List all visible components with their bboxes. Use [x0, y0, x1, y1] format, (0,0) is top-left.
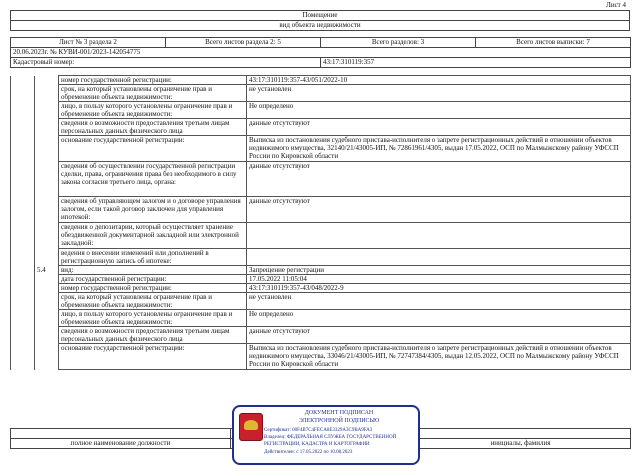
margin-cell [11, 275, 35, 284]
field-value: данные отсутствуют [247, 119, 631, 136]
margin-cell [11, 76, 35, 85]
cadastral-number-label: Кадастровый номер: [11, 58, 321, 68]
record-row [11, 223, 631, 249]
margin-cell [11, 223, 35, 249]
field-label: основание государственной регистрации: [59, 344, 247, 370]
field-label: вид: [59, 266, 247, 275]
record-row [11, 266, 631, 275]
field-label: сведения о возможности предоставления третьим лицам персональных данных физического лица [59, 327, 247, 344]
record-row [11, 136, 631, 162]
field-value: не установлен [247, 85, 631, 102]
field-label: сведения о возможности предоставления третьим лицам персональных данных физического лица [59, 119, 247, 136]
field-label: основание государственной регистрации: [59, 136, 247, 162]
date-and-number: 20.06.2023г. № КУВИ-001/2023-142054775 [11, 48, 631, 58]
margin-cell [11, 266, 35, 275]
field-label: лицо, в пользу которого установлены ограничение прав и обременение объекта недвижимости: [59, 310, 247, 327]
name-caption: инициалы, фамилия [411, 439, 631, 449]
record-row [11, 327, 631, 344]
stamp-owner-line2: РЕГИСТРАЦИИ, КАДАСТРА И КАРТОГРАФИИ [264, 442, 370, 447]
field-value: Не определено [247, 310, 631, 327]
stamp-certificate: Сертификат: 00F4B7C4FECA8E3329A3C9BA9FA3 [264, 428, 373, 433]
margin-cell [11, 197, 35, 223]
number-cell [35, 310, 59, 327]
record-row [11, 162, 631, 197]
field-value: Запрещение регистрации [247, 266, 631, 275]
field-value: Выписка из постановления судебного пристава-исполнителя о запрете регистрационных действий в отношении объектов недвижимого имущества, 33046/21/43005-ИП, № 72747384/4305, выдан 12.05.2022, ОСП по Малмыжскому району УФССП России по Кировской области [247, 344, 631, 370]
number-cell [35, 102, 59, 119]
record-row [11, 76, 631, 85]
stamp-validity: Действителен: с 17.05.2022 по 10.08.2023 [264, 450, 353, 455]
number-cell [35, 293, 59, 310]
field-value [247, 249, 631, 266]
margin-cell [11, 310, 35, 327]
sections-total: Всего разделов: 3 [321, 38, 476, 48]
coat-of-arms-icon [239, 413, 263, 441]
record-row [11, 85, 631, 102]
cadastral-number-value: 43:17:310119:357 [321, 58, 631, 68]
number-cell [35, 197, 59, 223]
encumbrance-table [10, 75, 631, 370]
number-cell [35, 327, 59, 344]
margin-cell [11, 327, 35, 344]
field-value: Не определено [247, 102, 631, 119]
record-row [11, 293, 631, 310]
record-row [11, 102, 631, 119]
field-value: 17.05.2022 11:05:04 [247, 275, 631, 284]
sheet-number: Лист 4 [606, 1, 626, 9]
number-cell [35, 85, 59, 102]
field-label: номер государственной регистрации: [59, 284, 247, 293]
number-cell [35, 136, 59, 162]
field-label: сведения о депозитарии, который осуществляет хранение обездвиженной документарной закладной или электронной закладной: [59, 223, 247, 249]
field-label: лицо, в пользу которого установлены ограничение прав и обременение объекта недвижимости: [59, 102, 247, 119]
field-label: номер государственной регистрации: [59, 76, 247, 85]
margin-cell [11, 162, 35, 197]
field-label: сведения об осуществлении государственной регистрации сделки, права, ограничения права без необходимого в силу закона согласия третьего лица, органа: [59, 162, 247, 197]
number-cell [35, 344, 59, 370]
number-cell [35, 162, 59, 197]
section-sheet-label: Лист № 3 раздела 2 [11, 38, 166, 48]
margin-cell [11, 344, 35, 370]
field-value: не установлен [247, 293, 631, 310]
number-cell [35, 275, 59, 284]
field-label: срок, на который установлены ограничение прав и обременение объекта недвижимости: [59, 85, 247, 102]
margin-cell [11, 119, 35, 136]
margin-cell [11, 284, 35, 293]
number-cell [35, 284, 59, 293]
object-type-title: Помещение [11, 11, 630, 21]
stamp-subtitle: ЭЛЕКТРОННОЙ ПОДПИСЬЮ [298, 418, 380, 424]
field-value: данные отсутствуют [247, 162, 631, 197]
field-value: Выписка из постановления судебного пристава-исполнителя о запрете регистрационных действий в отношении объектов недвижимого имущества, 32140/21/43005-ИП, № 72861961/4305, выдан 17.05.2022, ОСП по Малмыжскому району УФССП России по Кировской области [247, 136, 631, 162]
margin-cell [11, 136, 35, 162]
sheet-info-table [10, 37, 631, 68]
field-label: срок, на который установлены ограничение прав и обременение объекта недвижимости: [59, 293, 247, 310]
header-table [10, 10, 630, 31]
field-value: 43:17:310119:357-43/051/2022-10 [247, 76, 631, 85]
extract-sheets-total: Всего листов выписки: 7 [476, 38, 631, 48]
section-sheets-total: Всего листов раздела 2: 5 [166, 38, 321, 48]
position-caption: полное наименование должности [11, 439, 231, 449]
name-field [411, 429, 631, 439]
field-label: ведения о внесении изменений или дополнений в регистрационную запись об ипотеке: [59, 249, 247, 266]
record-row [11, 249, 631, 266]
object-type-subtitle: вид объекта недвижимости [11, 21, 630, 31]
number-cell [35, 76, 59, 85]
position-field [11, 429, 231, 439]
margin-cell [11, 85, 35, 102]
record-row [11, 344, 631, 370]
field-label: сведения об управляющем залогом и о договоре управления залогом, если такой договор заключен для управления ипотекой: [59, 197, 247, 223]
number-cell [35, 119, 59, 136]
field-value [247, 223, 631, 249]
field-label: дата государственной регистрации: [59, 275, 247, 284]
record-row [11, 275, 631, 284]
number-cell [35, 249, 59, 266]
margin-cell [11, 249, 35, 266]
section-number: 5.4 [35, 266, 59, 275]
stamp-title: ДОКУМЕНТ ПОДПИСАН [304, 410, 374, 416]
record-row [11, 284, 631, 293]
field-value: данные отсутствуют [247, 197, 631, 223]
field-value: 43:17:310119:357-43/048/2022-9 [247, 284, 631, 293]
field-value: данные отсутствуют [247, 327, 631, 344]
stamp-owner: Владелец: ФЕДЕРАЛЬНАЯ СЛУЖБА ГОСУДАРСТВЕННОЙ [264, 435, 397, 440]
record-row [11, 197, 631, 223]
record-row [11, 119, 631, 136]
number-cell [35, 223, 59, 249]
record-row [11, 310, 631, 327]
margin-cell [11, 102, 35, 119]
margin-cell [11, 293, 35, 310]
electronic-signature-stamp [232, 405, 420, 465]
